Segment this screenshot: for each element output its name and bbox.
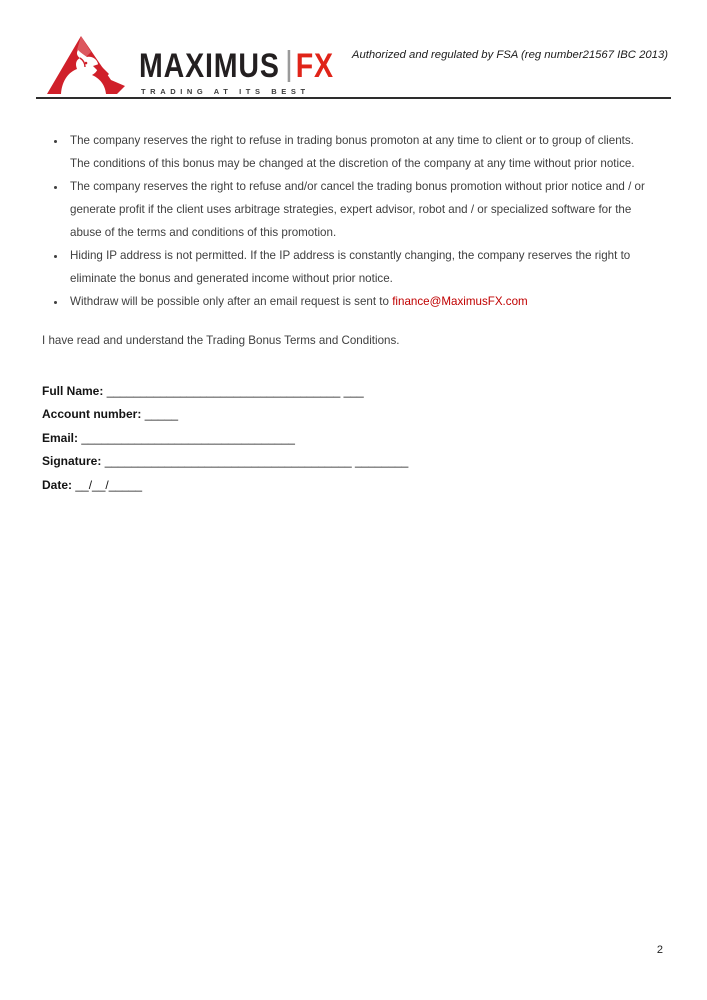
brand-wordmark xyxy=(139,36,371,96)
bullet-text: The company reserves the right to refuse and/or cancel the trading bonus promotion without prior notice and / or generate profit if the client uses arbitrage strategies, expert advisor, robot and / or specialized software for the abuse of the terms and conditions of this promotion. xyxy=(70,180,645,239)
signature-label: Signature xyxy=(42,454,98,469)
terms-bullet-item xyxy=(66,129,648,175)
signature-blank-line: _____________________________________ ________ xyxy=(104,454,409,469)
form-field-date: Date: __/__/_____ xyxy=(42,477,143,492)
document-content xyxy=(0,129,707,497)
date-blank-line: __/__/_____ xyxy=(75,477,143,492)
full-name-blank-line: ___________________________________ ___ xyxy=(106,384,364,398)
header-divider xyxy=(36,97,671,99)
email-blank-line: ________________________________ xyxy=(81,430,295,445)
form-field-full-name: Full Name: ___________________________________ ___ xyxy=(42,384,364,398)
brand-tagline: TRADING AT ITS BEST xyxy=(141,87,310,96)
brand-logo xyxy=(47,36,671,96)
brand-name-accent: FX xyxy=(295,47,334,85)
finance-email-link[interactable]: finance@MaximusFX.com xyxy=(392,295,528,308)
full-name-label: Full Name xyxy=(42,384,100,398)
signature-form xyxy=(42,380,661,497)
bull-triangle-icon xyxy=(47,36,131,96)
regulation-notice: Authorized and regulated by FSA (reg number21567 IBC 2013) xyxy=(351,49,668,61)
bullet-text: The company reserves the right to refuse in trading bonus promoton at any time to client or to group of clients. The conditions of this bonus may be changed at the discretion of the company at any time without prior notice. xyxy=(70,134,635,170)
bullet-text: Hiding IP address is not permitted. If the IP address is constantly changing, the company reserves the right to eliminate the bonus and generated income without prior notice. xyxy=(70,249,631,285)
brand-name-primary: MAXIMUS xyxy=(139,47,280,85)
terms-bullet-list xyxy=(42,129,661,313)
terms-bullet-item xyxy=(66,244,648,290)
terms-bullet-item xyxy=(66,175,648,244)
bullet-text: Withdraw will be possible only after an email request is sent to xyxy=(70,295,393,308)
account-number-blank-line: _____ xyxy=(144,407,179,422)
form-field-account-number: Account number: _____ xyxy=(42,407,179,422)
form-field-signature: Signature: _____________________________________ ________ xyxy=(42,454,409,469)
form-field-email: Email: ________________________________ xyxy=(42,430,295,445)
account-number-label: Account number xyxy=(42,407,138,422)
terms-bullet-item xyxy=(66,290,648,313)
brand-separator-bar xyxy=(287,50,290,82)
page-header xyxy=(0,0,707,99)
email-label: Email xyxy=(42,430,75,445)
date-label: Date xyxy=(42,477,69,492)
acknowledgement-statement: I have read and understand the Trading Bonus Terms and Conditions. xyxy=(42,334,400,347)
page-number: 2 xyxy=(656,944,663,956)
